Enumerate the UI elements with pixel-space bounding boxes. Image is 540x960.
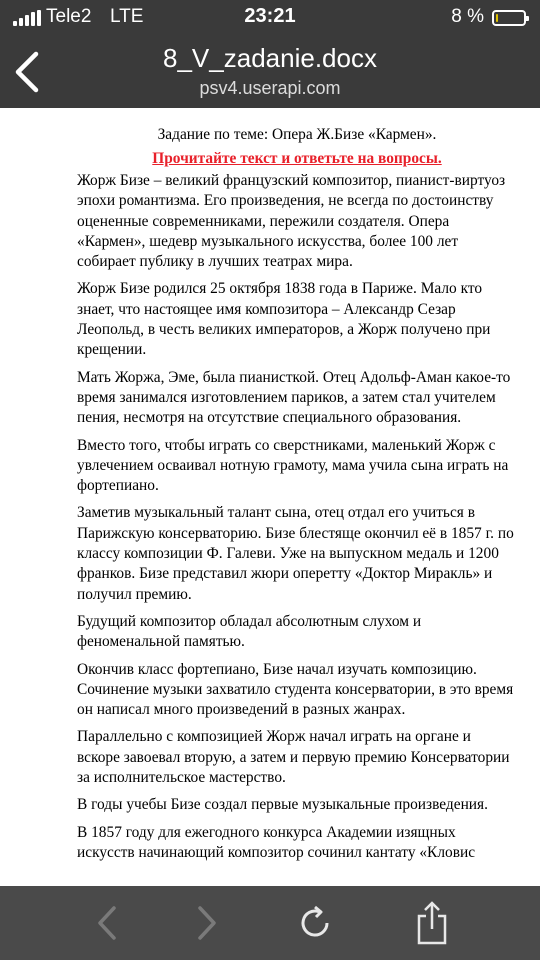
battery-fill: [496, 14, 498, 22]
document-paragraph: Заметив музыкальный талант сына, отец отдал его учиться в Парижскую консерваторию. Бизе блестяще окончил её в 1857 г. по классу композиции Ф. Галеви. Уже на выпускном медаль и 1200 франков. Бизе представил жюри оперетту «Доктор Миракль» и получил премию.: [77, 504, 514, 603]
bottom-toolbar: [0, 886, 540, 960]
battery-percent: 8 %: [451, 6, 484, 27]
document-paragraph: Будущий композитор обладал абсолютным слухом и феноменальной памятью.: [77, 612, 422, 651]
status-bar: [0, 0, 540, 36]
chevron-left-icon: [95, 905, 119, 941]
document-instruction: Прочитайте текст и ответьте на вопросы.: [152, 150, 442, 167]
document-heading: Задание по теме: Опера Ж.Бизе «Кармен».: [157, 126, 437, 143]
document-paragraph: В годы учебы Бизе создал первые музыкальные произведения.: [77, 796, 488, 814]
document-paragraph: Вместо того, чтобы играть со сверстниками, маленький Жорж с увлечением осваивал нотную грамоту, мама учила сына играть на фортепиано.: [77, 436, 509, 495]
document-paragraph: Жорж Бизе родился 25 октября 1838 года в Париже. Мало кто знает, что настоящее имя композитора – Александр Сезар Леопольд, в честь великих императоров, а Жорж получено при крещении.: [77, 280, 491, 359]
paragraph-list: [77, 171, 517, 863]
status-time: 23:21: [244, 5, 296, 27]
reload-icon: [297, 905, 333, 941]
share-icon: [415, 900, 449, 946]
forward-nav-button[interactable]: [177, 886, 237, 960]
chevron-right-icon: [195, 905, 219, 941]
reload-button[interactable]: [285, 886, 345, 960]
battery-icon: [492, 10, 526, 26]
document-paragraph: Мать Жоржа, Эме, была пианисткой. Отец Адольф-Аман какое-то время занимался изготовлением париков, а затем стал учителем пения, несмотря на отсутствие специального образования.: [77, 368, 511, 427]
carrier-name: Tele2: [46, 6, 92, 27]
document-paragraph: Окончив класс фортепиано, Бизе начал изучать композицию. Сочинение музыки захватило студента консерватории, в это время он написал много произведений в разных жанрах.: [77, 660, 514, 719]
document-title: 8_V_zadanie.docx: [163, 43, 377, 73]
back-nav-button[interactable]: [77, 886, 137, 960]
network-type: LTE: [110, 6, 144, 27]
document-url: psv4.userapi.com: [199, 78, 341, 98]
share-button[interactable]: [402, 886, 462, 960]
document-page[interactable]: [0, 108, 540, 886]
document-content: [77, 124, 517, 870]
document-paragraph: Жорж Бизе – великий французский композитор, пианист-виртуоз эпохи романтизма. Его произведения, не всегда по достоинству оцененные современниками, пережили создателя. Опера «Кармен», шедевр музыкального искусства, более 100 лет собирает публику в лучших театрах мира.: [77, 172, 506, 271]
document-paragraph: В 1857 году для ежегодного конкурса Академии изящных искусств начинающий композитор сочинил кантату «Кловис: [77, 823, 476, 861]
top-bar: [0, 0, 540, 108]
document-paragraph: Параллельно с композицией Жорж начал играть на органе и вскоре завоевал вторую, а затем и первую премию Консерватории за исполнительское мастерство.: [77, 728, 510, 787]
